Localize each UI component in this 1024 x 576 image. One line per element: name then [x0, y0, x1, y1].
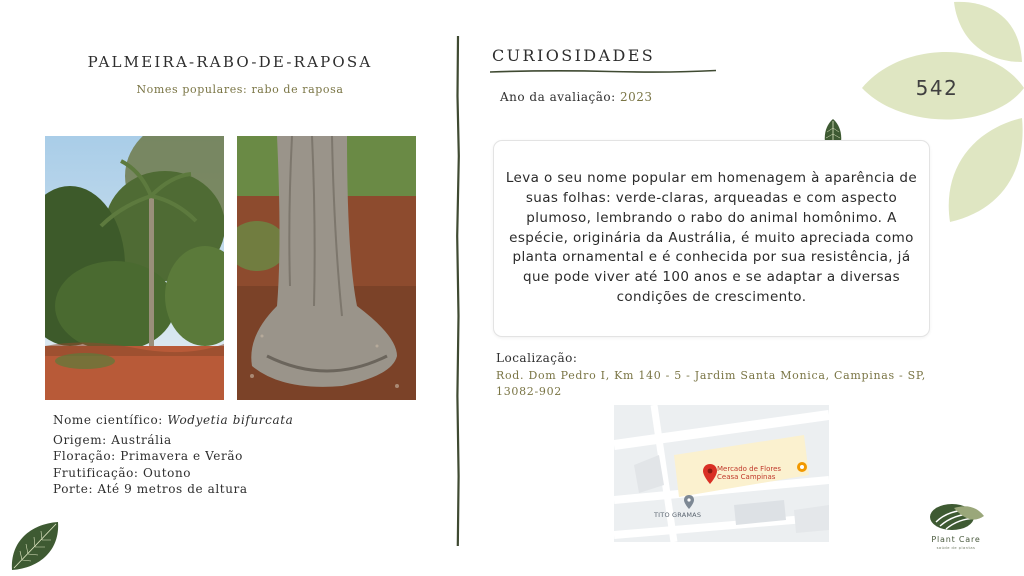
curiosities-text: Leva o seu nome popular em homenagem à aparência de suas folhas: verde-claras, arqueadas e com aspecto plumoso, lembrando o rabo do animal homônimo. A espécie, originária da Austrália, é muito apreciada como planta ornamental e é conhecida por sua resistência, já que pode viver até 100 anos e se adaptar a diversas condições de crescimento. — [505, 170, 918, 305]
badge-number: 542 — [915, 76, 959, 100]
photo-palm-landscape — [45, 136, 224, 400]
location-label: Localização: — [496, 351, 578, 365]
year-value: 2023 — [619, 90, 653, 104]
map-place-line2: Ceasa Campinas — [717, 473, 776, 481]
scientific-name-label: Nome científico: — [53, 413, 163, 427]
location-map[interactable] — [614, 405, 829, 542]
leaves-decoration-icon — [862, 0, 1024, 224]
curiosities-title: CURIOSIDADES — [492, 46, 656, 65]
photo-palm-trunk — [237, 136, 416, 400]
vertical-divider — [452, 36, 464, 546]
size: Porte: Até 9 metros de altura — [53, 482, 248, 496]
popular-names: Nomes populares: rabo de raposa — [136, 83, 344, 96]
flowering: Floração: Primavera e Verão — [53, 449, 243, 463]
year-label: Ano da avaliação: — [500, 90, 616, 104]
leaf-corner-icon — [8, 520, 62, 572]
plant-title: PALMEIRA-RABO-DE-RAPOSA — [87, 53, 373, 71]
scientific-name — [53, 413, 293, 427]
evaluation-year — [500, 90, 653, 104]
map-place-label — [717, 465, 781, 481]
origin: Origem: Austrália — [53, 433, 172, 447]
location-address: Rod. Dom Pedro I, Km 140 - 5 - Jardim Santa Monica, Campinas - SP, 13082-902 — [496, 369, 926, 398]
map-poi-label: TITO GRAMAS — [654, 511, 702, 519]
brand-name: Plant Care — [931, 535, 981, 544]
title-underline — [490, 67, 716, 75]
plant-care-logo — [918, 500, 998, 552]
map-place-line1: Mercado de Flores — [717, 465, 782, 473]
fruiting: Frutificação: Outono — [53, 466, 192, 480]
brand-tagline: saúde de plantas — [936, 546, 976, 550]
scientific-name-value: Wodyetia bifurcata — [167, 413, 294, 427]
